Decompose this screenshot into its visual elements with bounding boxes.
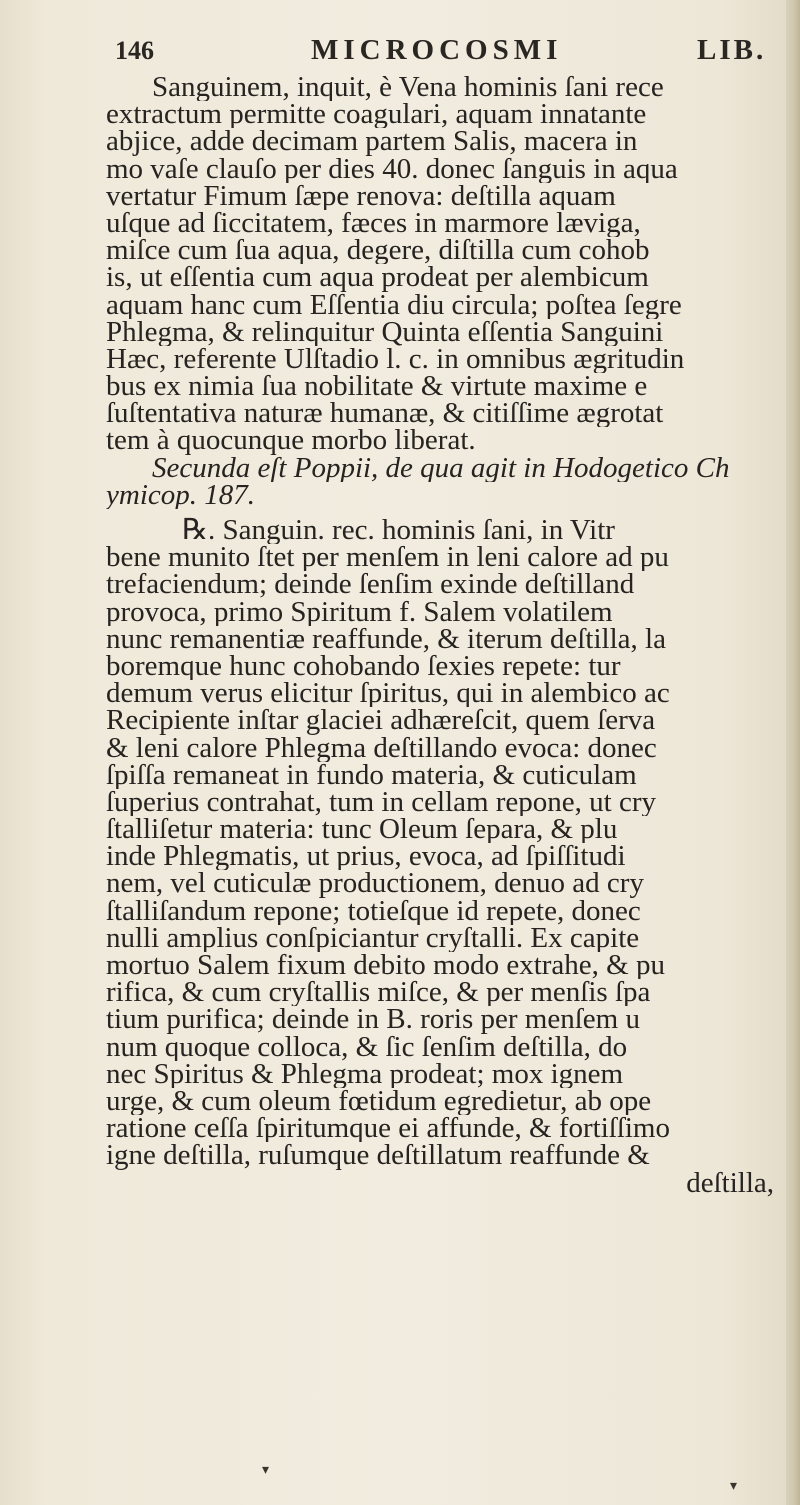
text-line: extractum permitte coagulari, aquam innatante (106, 101, 647, 129)
text-line: num quoque colloca, & ſic ſenſim deſtilla, do (106, 1033, 628, 1061)
text-line: tium purifica; deinde in B. roris per menſem u (106, 1006, 640, 1034)
text-line: aquam hanc cum Eſſentia diu circula; poſtea ſegre (106, 291, 682, 319)
body-text (106, 74, 790, 1197)
text-line: uſque ad ſiccitatem, fæces in marmore læviga, (106, 209, 641, 238)
text-line: ymicop. 187. (106, 481, 255, 509)
text-line: igne deſtilla, ruſumque deſtillatum reaffunde & (106, 1142, 650, 1170)
text-line: demum verus elicitur ſpiritus, qui in alembico ac (106, 680, 670, 708)
catchword-line: deſtilla, (686, 1169, 774, 1197)
text-line: vertatur Fimum ſæpe renova: deſtilla aquam (106, 182, 616, 210)
text-line: abjice, adde decimam partem Salis, macera in (106, 128, 638, 156)
text-line: Phlegma, & relinquitur Quinta eſſentia Sanguini (106, 318, 664, 346)
ink-speck: ▾ (730, 1478, 738, 1494)
text-line: trefaciendum; deinde ſenſim exinde deſtilland (106, 571, 635, 599)
text-line: is, ut eſſentia cum aqua prodeat per alembicum (106, 264, 649, 292)
page-number: 146 (115, 36, 154, 65)
text-line: bene munito ſtet per menſem in leni calore ad pu (106, 544, 669, 572)
text-line: Recipiente inſtar glaciei adhæreſcit, quem ſerva (106, 707, 656, 735)
text-line: ratione ceſſa ſpiritumque ei affunde, & fortiſſimo (106, 1115, 670, 1143)
text-line: nec Spiritus & Phlegma prodeat; mox ignem (106, 1060, 624, 1088)
text-line: ℞. Sanguin. rec. hominis ſani, in Vitr (182, 517, 615, 545)
text-line: tem à quocunque morbo liberat. (106, 427, 476, 455)
text-line: Secunda eſt Poppii, de qua agit in Hodogetico Ch (152, 454, 730, 482)
text-line: ſpiſſa remaneat in fundo materia, & cuticulam (106, 761, 637, 789)
text-line: nulli amplius conſpiciantur cryſtalli. Ex capite (106, 924, 640, 952)
text-line: nunc remanentiæ reaffunde, & iterum deſtilla, la (106, 625, 666, 653)
text-line: provoca, primo Spiritum f. Salem volatilem (106, 598, 613, 626)
text-line: boremque hunc cohobando ſexies repete: tur (106, 652, 621, 681)
text-line: inde Phlegmatis, ut prius, evoca, ad ſpiſſitudi (106, 843, 626, 871)
text-line: bus ex nimia ſua nobilitate & virtute maxime e (106, 373, 648, 401)
text-line: miſce cum ſua aqua, degere, diſtilla cum cohob (106, 237, 650, 265)
running-title: MICROCOSMI (311, 34, 563, 66)
text-line: ſtalliſetur materia: tunc Oleum ſepara, & plu (106, 816, 618, 844)
running-header (115, 34, 775, 74)
text-line: urge, & cum oleum fœtidum egredietur, ab ope (106, 1087, 652, 1116)
text-line: & leni calore Phlegma deſtillando evoca: donec (106, 734, 657, 762)
text-line: rifica, & cum cryſtallis miſce, & per menſis ſpa (106, 979, 651, 1007)
text-line: Sanguinem, inquit, è Vena hominis ſani rece (152, 74, 664, 102)
text-line: nem, vel cuticulæ productionem, denuo ad cry (106, 870, 644, 898)
text-line: ſuperius contrahat, tum in cellam repone, ut cry (106, 788, 657, 817)
ink-speck: ▾ (262, 1462, 270, 1478)
text-line: mo vaſe clauſo per dies 40. donec ſanguis in aqua (106, 155, 678, 183)
running-book-label: LIB. (697, 34, 767, 66)
text-line: ſuſtentativa naturæ humanæ, & citiſſime ægrotat (106, 400, 664, 428)
text-line: mortuo Salem fixum debito modo extrahe, & pu (106, 952, 665, 980)
paragraph-gap (106, 509, 790, 517)
text-line: ſtalliſandum repone; totieſque id repete, donec (106, 897, 641, 925)
text-line: Hæc, referente Ulſtadio l. c. in omnibus ægritudin (106, 345, 685, 374)
